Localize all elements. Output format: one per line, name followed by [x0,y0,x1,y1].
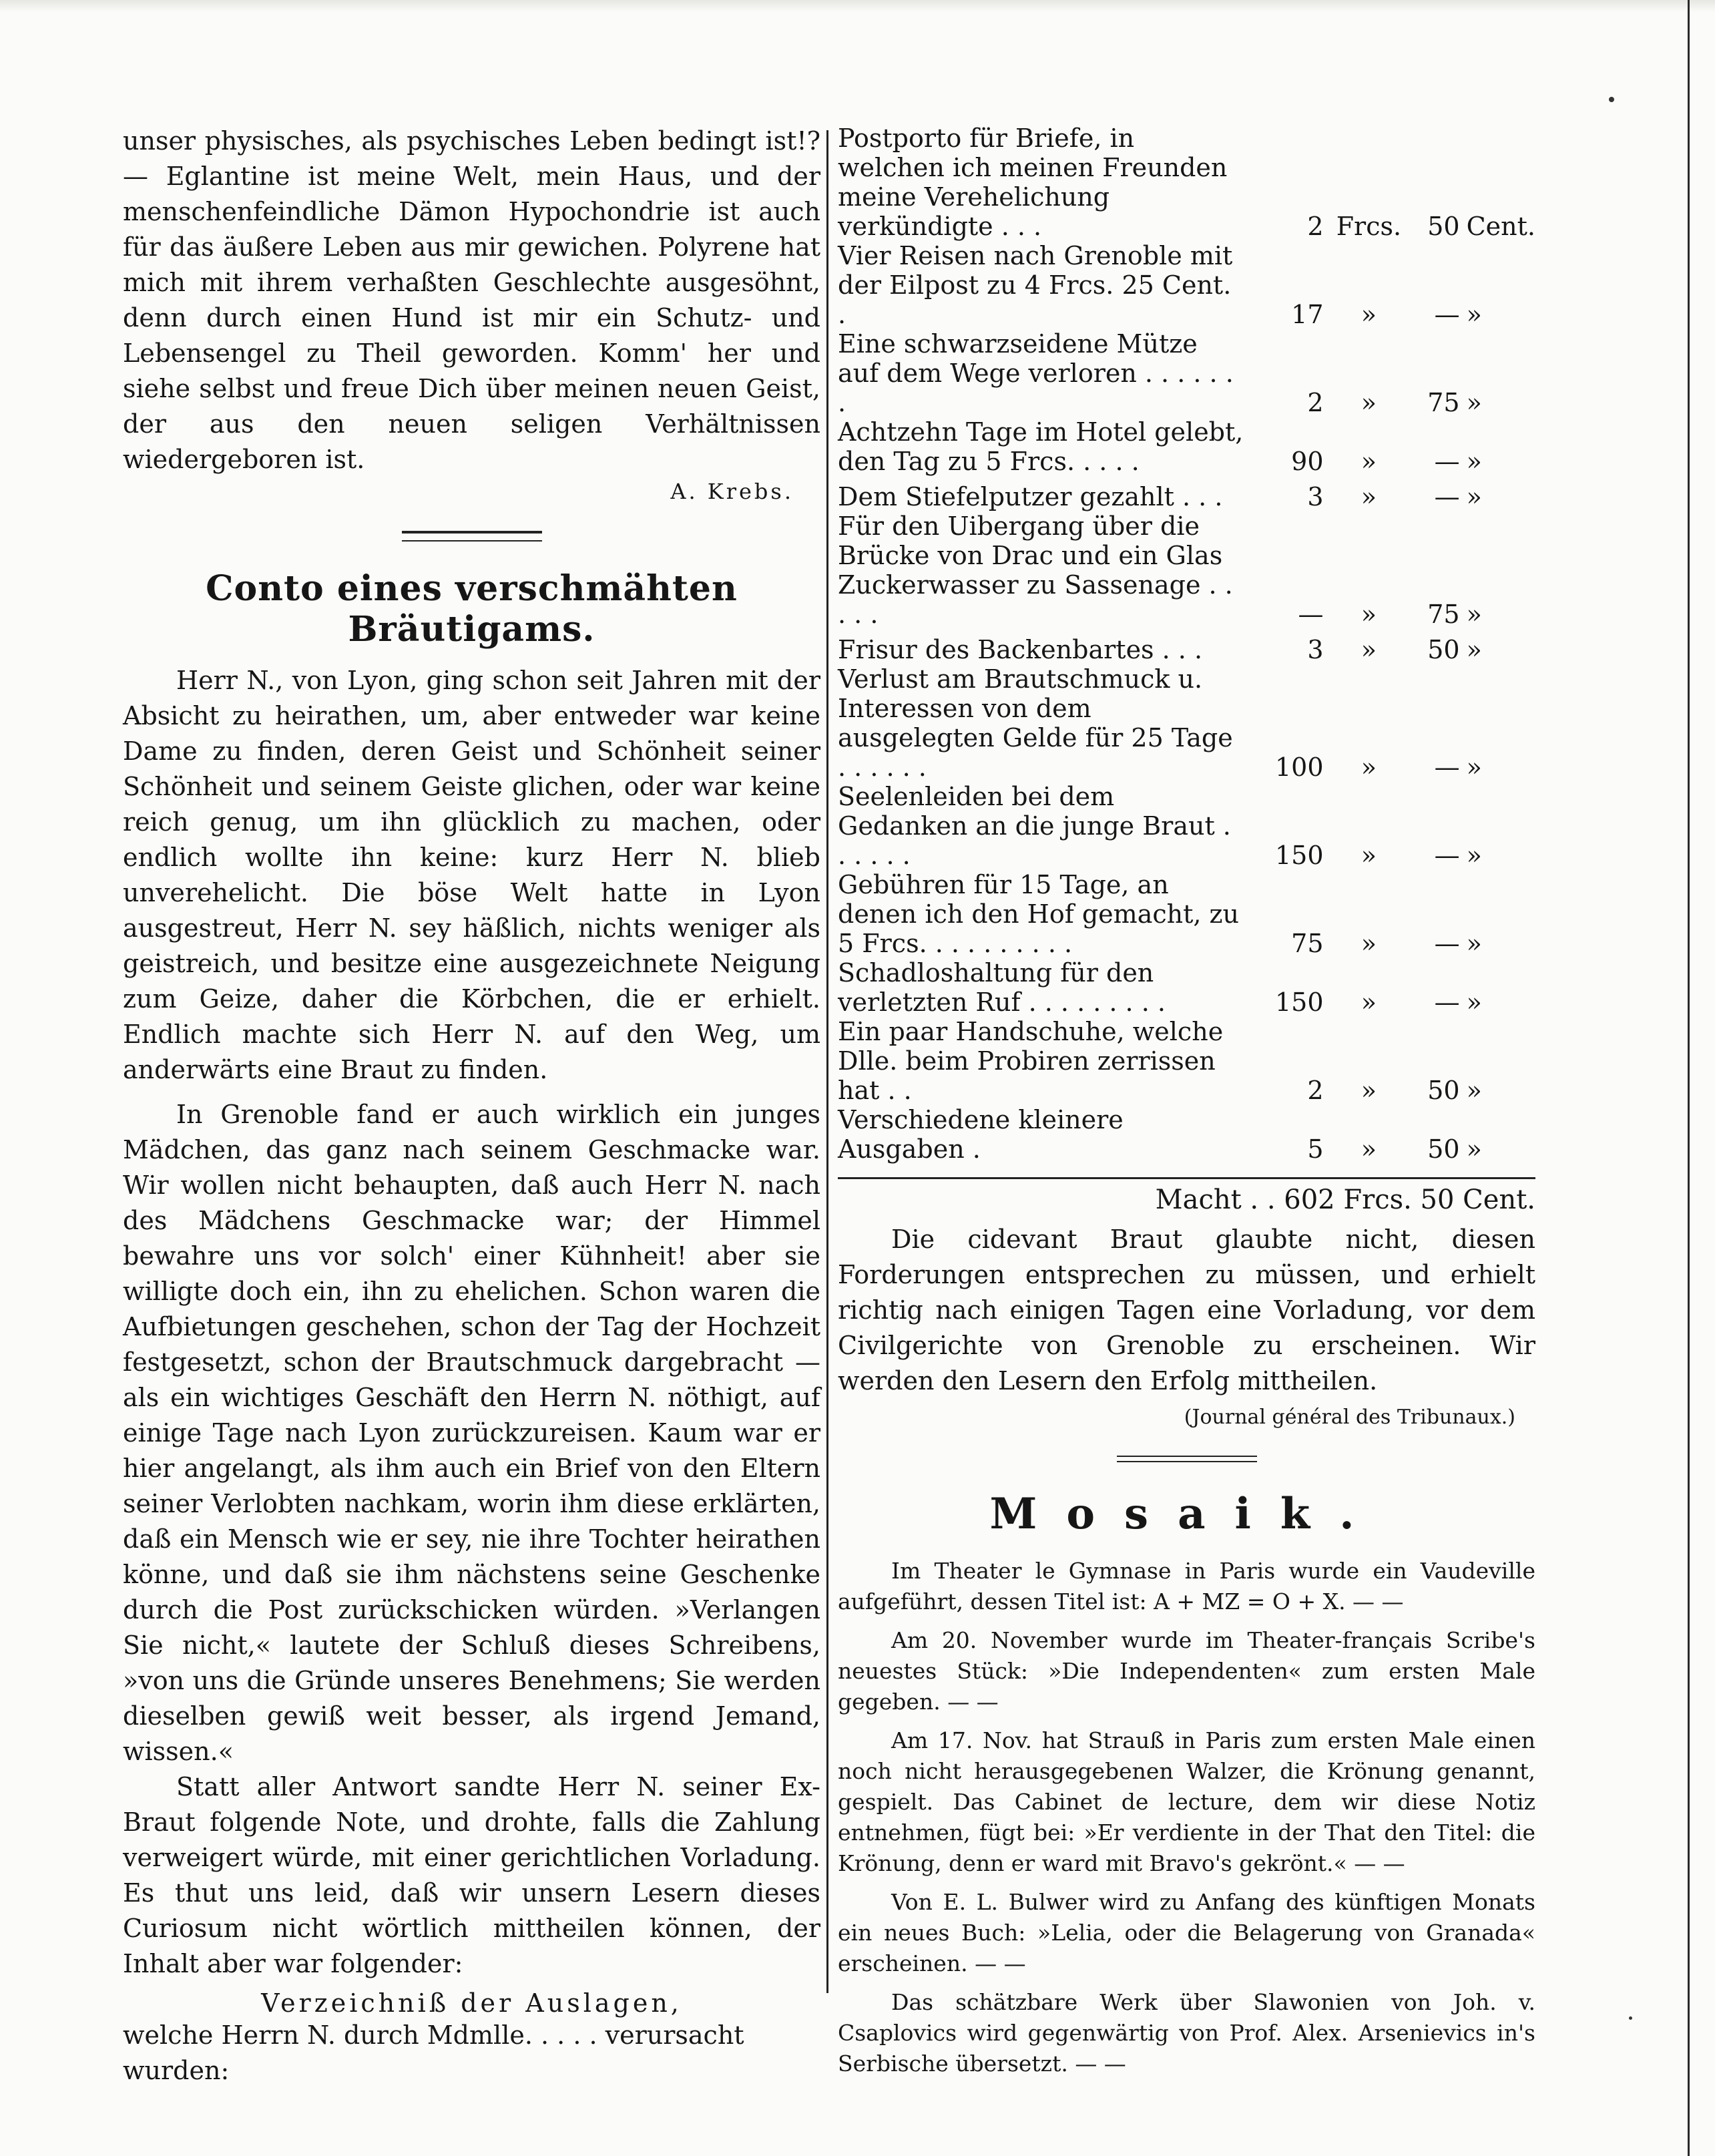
expense-centimes: 50 [1427,1076,1460,1105]
expense-centimes-unit: » [1466,841,1482,870]
expense-francs: 150 [1274,988,1324,1017]
list-subtitle: welche Herrn N. durch Mdmlle. . . . . verursacht wurden: [123,2020,744,2085]
mosaik-item: Am 20. November wurde im Theater-français Scribe's neuestes Stück: »Die Independenten« zum ersten Male gegeben. — — [838,1627,1535,1715]
expense-description: Verschiedene kleinere Ausgaben . [838,1105,1124,1164]
expense-row [838,241,1535,329]
expense-francs-unit: » [1361,300,1377,329]
right-column [838,124,1535,2087]
article-paragraph: Statt aller Antwort sandte Herr N. seiner Ex-Braut folgende Note, und drohte, falls die Zahlung verweigert würde, mit einer gerichtlichen Vorladung. Es thut uns leid, daß wir unsern Lesern dieses Curiosum nicht wörtlich mittheilen können, der Inhalt aber war folgender: [123,1772,820,1978]
expense-centimes-unit: » [1466,1134,1482,1164]
expense-francs: — [1298,600,1324,629]
expense-centimes: 75 [1427,600,1460,629]
list-title: Verzeichniß der Auslagen, [261,1988,682,2018]
expense-francs-unit: » [1361,988,1377,1017]
expense-centimes-unit: » [1466,388,1482,417]
mosaik-title: Mosaik. [989,1489,1384,1539]
expense-row [838,124,1535,241]
page-top-edge [0,0,1715,12]
expense-francs-unit: » [1361,1076,1377,1105]
expense-centimes-unit: » [1466,600,1482,629]
mosaik-item: Am 17. Nov. hat Strauß in Paris zum ersten Male einen noch nicht herausgegebenen Walzer, die Krönung genannt, gespielt. Das Cabinet de lecture, dem wir diese Notiz entnehmen, fügt bei: »Er verdiente in der That den Titel: die Krönung, denn er ward mit Bravo's gekrönt.« — — [838,1727,1535,1876]
expense-francs: 2 [1307,388,1324,417]
expense-table [838,124,1535,1164]
source-citation: (Journal général des Tribunaux.) [1184,1406,1515,1429]
expense-row [838,664,1535,782]
signature: A. Krebs. [670,479,794,504]
expense-francs: 75 [1291,929,1324,958]
expense-row [838,958,1535,1017]
expense-description: Verlust am Brautschmuck u. Interessen von dem ausgelegten Gelde für 25 Tage . . . . . . [838,664,1233,782]
expense-description: Achtzehn Tage im Hotel gelebt, den Tag zu 5 Frcs. . . . . [838,417,1244,476]
expense-francs-unit: » [1361,388,1377,417]
article-paragraph: In Grenoble fand er auch wirklich ein junges Mädchen, das ganz nach seinem Geschmacke war. Wir wollen nicht behaupten, daß auch Herr N. nach des Mädchens Geschmacke war; der Himmel bewahre uns vor solch' einer Kühnheit! aber sie willigte doch ein, ihn zu ehelichen. Schon waren die Aufbietungen geschehen, schon der Tag der Hochzeit festgesetzt, schon der Brautschmuck dargebracht — als ein wichtiges Geschäft den Herrn N. nöthigt, auf einige Tage nach Lyon zurückzureisen. Kaum war er hier angelangt, als ihm auch ein Brief von den Eltern seiner Verlobten nachkam, worin ihm diese erklärten, daß ein Mensch wie er sey, nie ihre Tochter heirathen könne, und daß sie ihm nächstens seine Geschenke durch die Post zurückschicken würden. »Verlangen Sie nicht,« lautete der Schluß dieses Schreibens, »von uns die Gründe unseres Benehmens; Sie werden dieselben gewiß weit besser, als irgend Jemand, wissen.« [123,1100,820,1766]
expense-francs-unit: » [1361,447,1377,476]
mosaik-item: Im Theater le Gymnase in Paris wurde ein Vaudeville aufgeführt, dessen Titel ist: A + MZ = O + X. — — [838,1558,1535,1614]
expense-francs: 3 [1307,635,1324,664]
expense-francs: 100 [1274,752,1324,782]
expense-description: Eine schwarzseidene Mütze auf dem Wege verloren . . . . . . . [838,329,1234,417]
expense-row [838,511,1535,629]
mosaik-item: Von E. L. Bulwer wird zu Anfang des künftigen Monats ein neues Buch: »Lelia, oder die Belagerung von Granada« erscheinen. — — [838,1889,1535,1976]
expense-centimes-unit: Cent. [1466,212,1535,241]
expense-description: Frisur des Backenbartes . . . [838,635,1203,664]
mosaik-item: Das schätzbare Werk über Slawonien von Joh. v. Csaplovics wird gegenwärtig von Prof. Alex. Arsenievics in's Serbische übersetzt. — — [838,1989,1535,2077]
expense-description: Vier Reisen nach Grenoble mit der Eilpost zu 4 Frcs. 25 Cent. . [838,241,1233,329]
expense-description: Gebühren für 15 Tage, an denen ich den Hof gemacht, zu 5 Frcs. . . . . . . . . . [838,870,1240,958]
expense-francs-unit: Frcs. [1336,212,1402,241]
expense-row [838,870,1535,958]
total-rule [838,1177,1535,1179]
expense-centimes-unit: » [1466,929,1482,958]
expense-francs-unit: » [1361,600,1377,629]
expense-centimes: — [1434,988,1460,1017]
expense-centimes-unit: » [1466,482,1482,511]
expense-row [838,1105,1535,1164]
expense-centimes: 50 [1427,635,1460,664]
expense-centimes: — [1434,841,1460,870]
expense-row [838,329,1535,417]
expense-francs: 90 [1291,447,1324,476]
expense-row [838,417,1535,476]
expense-centimes: 75 [1427,388,1460,417]
expense-row [838,1017,1535,1105]
expense-description: Dem Stiefelputzer gezahlt . . . [838,482,1223,511]
expense-centimes: — [1434,300,1460,329]
expense-francs-unit: » [1361,1134,1377,1164]
expense-francs: 2 [1307,1076,1324,1105]
expense-centimes: — [1434,752,1460,782]
expense-francs-unit: » [1361,635,1377,664]
expense-description: Seelenleiden bei dem Gedanken an die junge Braut . . . . . . [838,782,1231,870]
speck [1629,2016,1632,2020]
expense-centimes: 50 [1427,1134,1460,1164]
expense-francs-unit: » [1361,929,1377,958]
intro-paragraph: unser physisches, als psychisches Leben bedingt ist!? — Eglantine ist meine Welt, mein Haus, und der menschenfeindliche Dämon Hypochondrie ist auch für das äußere Leben aus mir gewichen. Polyrene hat mich mit ihrem verhaßten Geschlechte ausgesöhnt, denn durch einen Hund ist mir ein Schutz- und Lebensengel zu Theil geworden. Komm' her und siehe selbst und freue Dich über meinen neuen Geist, der aus den neuen seligen Verhältnissen wiedergeboren ist. [123,126,820,474]
expense-centimes: — [1434,482,1460,511]
page-right-edge [1688,0,1690,2156]
expense-description: Postporto für Briefe, in welchen ich meinen Freunden meine Verehelichung verkündigte . . . [838,124,1228,241]
expense-centimes: 50 [1427,212,1460,241]
expense-centimes-unit: » [1466,1076,1482,1105]
article-paragraph: Herr N., von Lyon, ging schon seit Jahren mit der Absicht zu heirathen, um, aber entweder war keine Dame zu finden, deren Geist und Schönheit seiner Schönheit und seinem Geiste glichen, oder war keine reich genug, um ihn glücklich zu machen, oder endlich wollte ihn keine: kurz Herr N. blieb unverehelicht. Die böse Welt hatte in Lyon ausgestreut, Herr N. sey häßlich, nichts weniger als geistreich, und besitze eine ausgezeichnete Neigung zum Geize, daher die Körbchen, die er erhielt. Endlich machte sich Herr N. auf den Weg, um anderwärts eine Braut zu finden. [123,666,820,1084]
expense-description: Ein paar Handschuhe, welche Dlle. beim Probiren zerrissen hat . . [838,1017,1224,1105]
expense-francs-unit: » [1361,482,1377,511]
expense-francs: 5 [1307,1134,1324,1164]
mosaik-list [838,1556,1535,2079]
expense-francs-unit: » [1361,752,1377,782]
expense-centimes-unit: » [1466,300,1482,329]
expense-row [838,782,1535,870]
column-divider [826,130,828,1993]
expense-francs-unit: » [1361,841,1377,870]
total-line: Macht . . 602 Frcs. 50 Cent. [1155,1184,1535,1215]
section-separator [402,531,542,542]
closing-paragraph: Die cidevant Braut glaubte nicht, diesen Forderungen entsprechen zu müssen, und erhielt richtig nach einigen Tagen eine Vorladung, vor dem Civilgerichte von Grenoble zu erscheinen. Wir werden den Lesern den Erfolg mittheilen. [838,1225,1535,1395]
expense-description: Für den Uibergang über die Brücke von Drac und ein Glas Zuckerwasser zu Sassenage . . . . . [838,511,1233,629]
article-title: Conto eines verschmähten Bräutigams. [206,568,738,650]
expense-francs: 17 [1291,300,1324,329]
expense-row [838,476,1535,511]
expense-description: Schadloshaltung für den verletzten Ruf . . . . . . . . . [838,958,1166,1017]
expense-francs: 3 [1307,482,1324,511]
expense-centimes: — [1434,447,1460,476]
expense-francs: 150 [1274,841,1324,870]
expense-centimes: — [1434,929,1460,958]
expense-francs: 2 [1307,212,1324,241]
section-separator [1117,1456,1257,1462]
expense-centimes-unit: » [1466,447,1482,476]
expense-row [838,629,1535,664]
expense-centimes-unit: » [1466,635,1482,664]
speck [1609,97,1614,102]
expense-centimes-unit: » [1466,988,1482,1017]
left-column [123,124,820,2089]
expense-centimes-unit: » [1466,752,1482,782]
